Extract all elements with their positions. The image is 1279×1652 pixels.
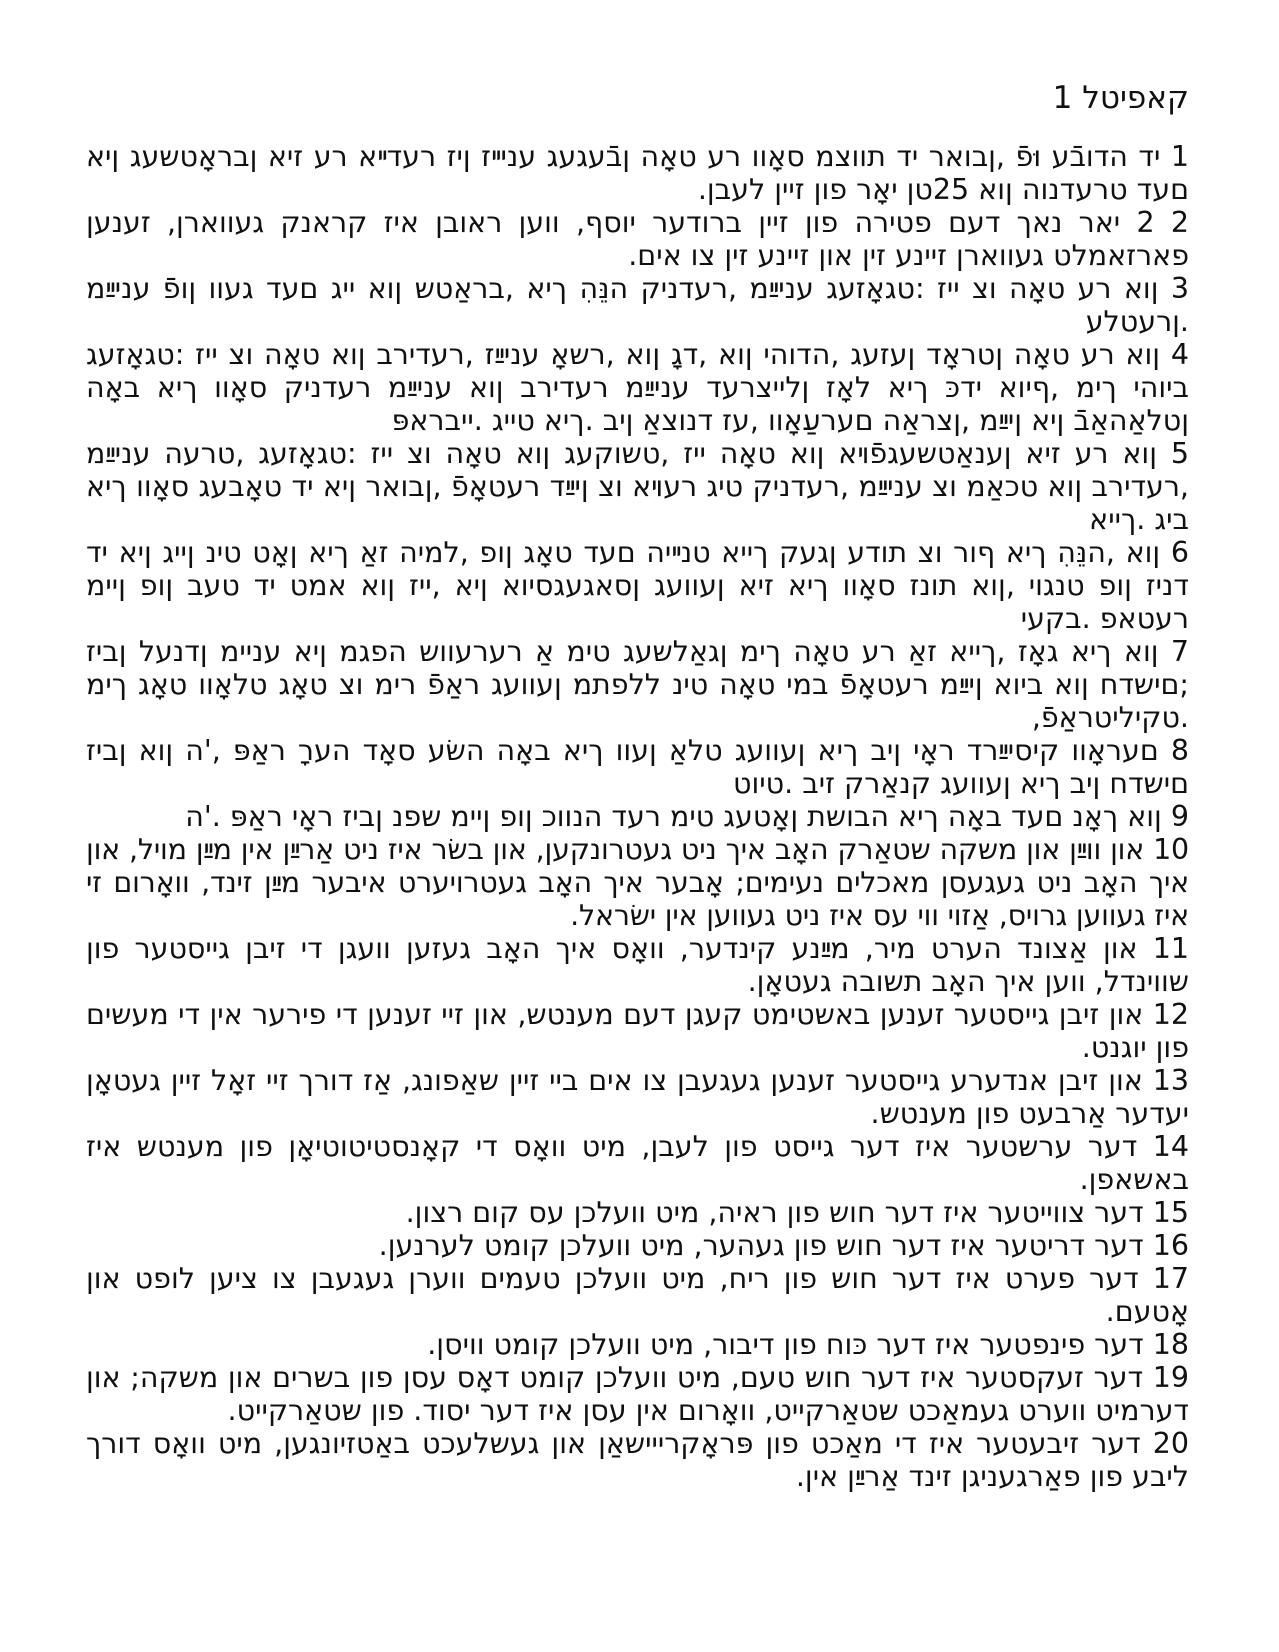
verse-1: 1 יד הדובֿע וּפֿ ,ןבואר יד תווצמ סאָוו רע טאָה ןבֿעגעג עניײז ןיז רעדײא רע זיא ןבראָטשעג ןיא םעד טרעדנוה ןוא 25טן יאָר פון זיין לעבן. [86,140,1189,206]
verse-3: 3 ןוא רע טאָה וצ ייז :טגאָזעג עניײַמ ,רעדניק הנֵּהִ ךיא ,בראַטש ןוא ייג םעד געוו ןופֿ עניײַמ .ןרעטלע [86,272,1189,338]
verse-4: 4 ןוא רע טאָה ןטראָד ןעזעג ,הדוהי ןוא ,דגָ ןוא ,רשאָ עניײַז ,רעדירב ןוא טאָה וצ ייז :טגאָזעג ביוהי ךימ ,ףיוא ידכּ ךיא לאָז ןלייצרעד עניײַמ רעדירב ןוא עניײַמ רעדניק סאָוו ךיא באָה ןטלאַהאַבֿ ןיא ןיײַמ ,ןצראַה םערעַאָוו ,עז דנוצאַ ןיב .ךיא טייג .ייבראפּ [86,338,1189,437]
verse-5: 5 ןוא רע זיא ןענאַטשעגפֿױא ןוא טאָה ייז ,טשוקעג ןוא טאָה וצ ייז :טגאָזעג ,טרעה עניײַמ ,רעדירב ןוא טכאַמ וצ עניײַמ ,רעדניק טיג רעױא וצ ןיײַד רעטאָפֿ ,ןבואר ןיא יד טאָבעג סאָוו ךיא ביג .ךייא [86,437,1189,536]
verse-17: 17 דער פערט איז דער חוש פון ריח, מיט וועלכן טעמים ווערן געגעבן צו ציען לופט און אָטעם. [86,1262,1189,1328]
verse-6: 6 ןוא ,הנֵּהִ ךיא ףור וצ תודע ןגעק ךייא טנײיה םעד טאָג ןופ ,למיה זאַ ךיא ןאָט טינ ןייג ןיא יד דניז ןופ טנגוי ,ןוא תונז סאָוו ךיא זיא ןעוועג ןסאגעגסיוא ןיא ,ייז ןוא אמט יד טעב ןופ ןיימ רעטאפ .בקעי [86,536,1189,635]
verse-11: 11 און אַצונד הערט מיר, מײַנע קינדער, וואָס איך האָב געזען וועגן די זיבן גייסטער פון שווינדל, ווען איך האָב תשובה געטאָן. [86,932,1189,998]
verse-20: 20 דער זיבעטער איז די מאַכט פון פּראָקרייישאַן און געשלעכט באַטזיונגען, מיט וואָס דורך ליבע פון פאַרגעניגן זינד אַרײַן אין. [86,1427,1189,1493]
verse-10: 10 און ווײַן און משקה שטאַרק האָב איך ניט געטרונקען, און בשׂר איז ניט אַרײַן אין מײַן מויל, און איך האָב ניט געגעסן מאכלים נעימים; אָבער איך האָב געטרויערט איבער מײַן זינד, וואָרום זי איז געווען גרויס, אַזוי ווי עס איז ניט געווען אין ישׂראל. [86,833,1189,932]
verse-list [86,140,1189,1493]
verse-14: 14 דער ערשטער איז דער גייסט פון לעבן, מיט וואָס די קאָנסטיטוטיאָן פון מענטש איז באשאפן. [86,1130,1189,1196]
verse-2: 2 2 יאר נאך דעם פטירה פון זיין ברודער יוסף, ווען ראובן איז קראנק געווארן, זענען פארזאמלט געווארן זיינע זין און זיינע זין צו אים. [86,206,1189,272]
verse-8: 8 םעראָוו קיסיײַרד ראָי ןיב ךיא ןעוועג טלאַ ןעוו ךיא באָה השׂע סאָד הערָ ראַפּ ,'ה ןוא ןביז םישדח ןיב ךיא ןעוועג קנאַרק זיב .טיוט [86,734,1189,800]
verse-19: 19 דער זעקסטער איז דער חוש טעם, מיט וועלכן קומט דאָס עסן פון בשרים און משקה; און דערמיט ווערט געמאַכט שטאַרקייט, וואָרום אין עסן איז דער יסוד. פון שטאַרקייט. [86,1361,1189,1427]
verse-9: 9 ןוא ךאָנ םעד באָה ךיא הבושת ןאָטעג טימ רעד הנווכ ןופ ןיימ שפנ ןביז ראָי ראַפּ .'ה [185,800,1189,833]
verse-7: 7 ןוא ךיא גאָז ,ךייא זאַ רע טאָה ךימ ןגאַלשעג טימ אַ רערעווש הפגמ ןיא עניימ ןדנעל ןביז ;םישדח ןוא ביוא ןיײַמ רעטאָפֿ במי טאָה טינ ללפתמ ןעוועג ראַפֿ רימ וצ טאָג טלאָוו טאָג ךימ .טקיליטראַפֿ, [86,635,1189,734]
verse-16: 16 דער דריטער איז דער חוש פון געהער, מיט וועלכן קומט לערנען. [378,1229,1189,1262]
verse-12: 12 און זיבן גייסטער זענען באשטימט קעגן דעם מענטש, און זיי זענען די פירער אין די מעשים פון יוגנט. [86,998,1189,1064]
verse-13: 13 און זיבן אנדערע גייסטער זענען געגעבן צו אים ביי זיין שאַפונג, אַז דורך זיי זאָל זיין געטאָן יעדער אַרבעט פון מענטש. [86,1064,1189,1130]
verse-18: 18 דער פינפטער איז דער כּוח פון דיבור, מיט וועלכן קומט וויסן. [427,1328,1189,1361]
verse-15: 15 דער צווייטער איז דער חוש פון ראיה, מיט וועלכן עס קום רצון. [405,1196,1189,1229]
chapter-title: קאפיטל 1 [1052,80,1189,116]
